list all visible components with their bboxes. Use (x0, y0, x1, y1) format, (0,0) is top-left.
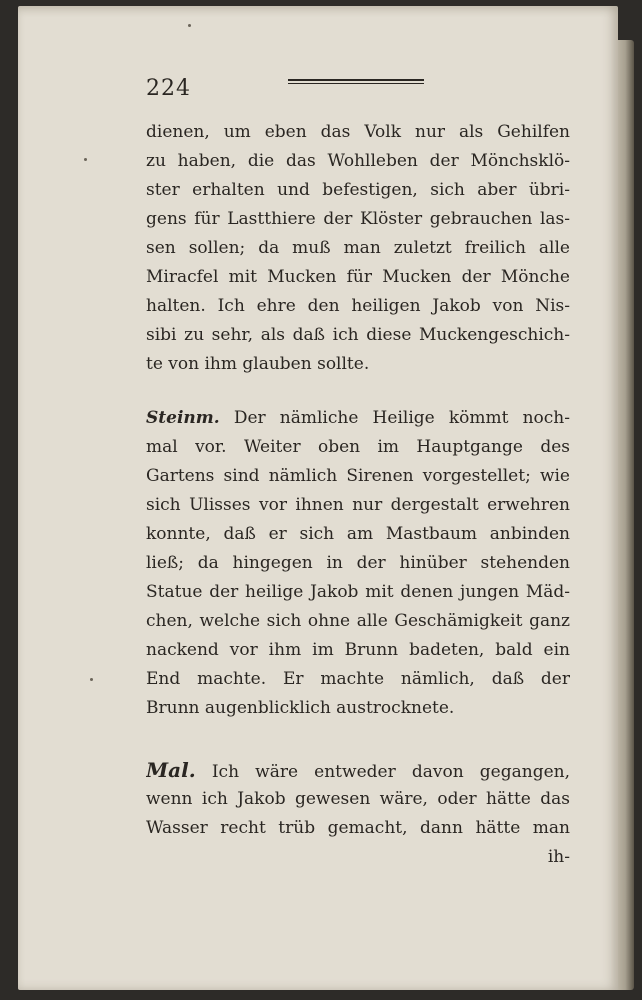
paragraph-3 (146, 756, 570, 872)
text-line: nackend vor ihm im Brunn badeten, bald ein (146, 640, 570, 660)
text-line: sen sollen; da muß man zuletzt freilich alle (146, 238, 570, 258)
text-line: Statue der heilige Jakob mit denen jungen Mäd- (146, 582, 570, 602)
line-text: Ich wäre entweder davon gegangen, (211, 762, 570, 782)
text-line: sich Ulisses vor ihnen nur dergestalt erwehren (146, 495, 570, 515)
text-line (146, 404, 570, 433)
paper-speck (84, 158, 87, 161)
text-line: End machte. Er machte nämlich, daß der (146, 669, 570, 689)
paragraph-1 (146, 118, 570, 379)
text-line: te von ihm glauben sollte. (146, 354, 370, 374)
text-line: ster erhalten und befestigen, sich aber übri- (146, 180, 570, 200)
catchword: ih- (547, 847, 570, 867)
text-line: zu haben, die das Wohlleben der Mönchsklö- (146, 151, 570, 171)
text-line: sibi zu sehr, als daß ich diese Muckengeschich- (146, 325, 570, 345)
text-line: Gartens sind nämlich Sirenen vorgestellet; wie (146, 466, 570, 486)
line-text: Der nämliche Heilige kömmt noch- (233, 408, 570, 428)
speaker-label: Mal. (146, 758, 196, 782)
text-line: halten. Ich ehre den heiligen Jakob von Nis- (146, 296, 570, 316)
speaker-label: Steinm. (146, 408, 220, 428)
paper-speck (188, 24, 191, 27)
paper-speck (90, 678, 93, 681)
text-line: wenn ich Jakob gewesen wäre, oder hätte das (146, 789, 570, 809)
text-line: konnte, daß er sich am Mastbaum anbinden (146, 524, 570, 544)
page-number: 224 (146, 76, 191, 101)
text-line: chen, welche sich ohne alle Geschämigkeit ganz (146, 611, 570, 631)
text-line: mal vor. Weiter oben im Hauptgange des (146, 437, 570, 457)
text-line: Miracfel mit Mucken für Mucken der Mönche (146, 267, 570, 287)
text-line: Brunn augenblicklich austrocknete. (146, 698, 455, 718)
header-rule (288, 79, 424, 89)
paragraph-2 (146, 404, 570, 723)
text-line: gens für Lastthiere der Klöster gebrauchen las- (146, 209, 570, 229)
text-line: ließ; da hingegen in der hinüber stehenden (146, 553, 570, 573)
text-line: Wasser recht trüb gemacht, dann hätte man (146, 818, 570, 838)
text-line (146, 756, 570, 785)
text-line: dienen, um eben das Volk nur als Gehilfen (146, 122, 570, 142)
